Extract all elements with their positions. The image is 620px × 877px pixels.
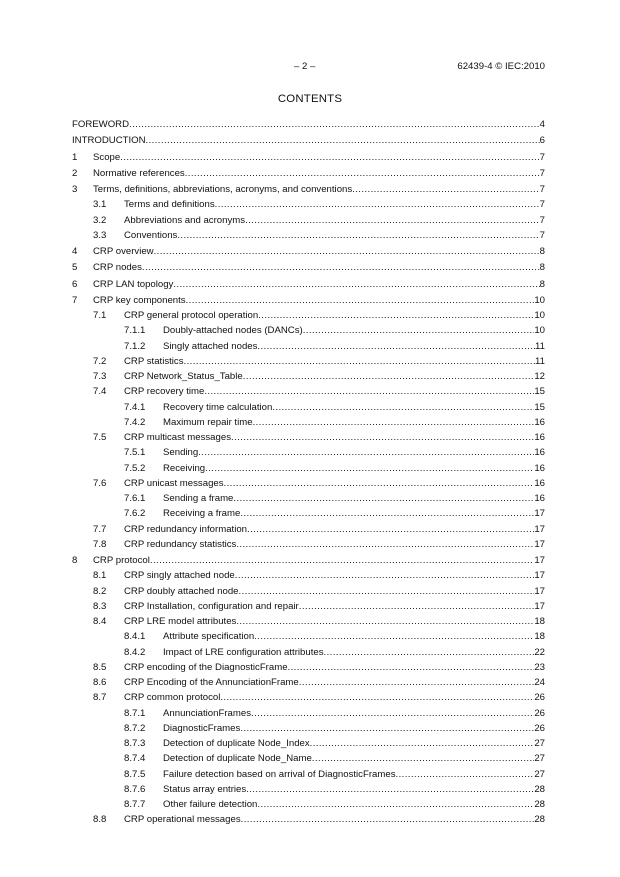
toc-entry-title[interactable]: INTRODUCTION: [72, 133, 146, 148]
toc-entry-page: 17: [534, 506, 545, 521]
toc-entry-title[interactable]: Terms, definitions, abbreviations, acronyms, and conventions: [93, 182, 352, 197]
toc-entry[interactable]: [72, 150, 545, 165]
toc-entry-line: [93, 553, 545, 568]
toc-entry-page: 26: [534, 690, 545, 705]
toc-entry-title[interactable]: Other failure detection: [163, 797, 257, 812]
toc-entry[interactable]: [72, 767, 545, 782]
toc-entry-title[interactable]: Terms and definitions: [124, 197, 215, 212]
toc-entry-line: [124, 369, 545, 384]
toc-entry[interactable]: [72, 182, 545, 197]
toc-entry-title[interactable]: CRP doubly attached node: [124, 584, 239, 599]
toc-entry[interactable]: [72, 614, 545, 629]
dot-leader: [198, 445, 534, 460]
dot-leader: [396, 767, 535, 782]
toc-entry[interactable]: [72, 584, 545, 599]
toc-entry-page: 27: [534, 767, 545, 782]
toc-entry-line: [93, 150, 545, 165]
toc-entry-page: 7: [540, 150, 545, 165]
toc-entry-line: [163, 339, 545, 354]
toc-entry-number: 6: [72, 278, 78, 290]
toc-entry[interactable]: [72, 706, 545, 721]
toc-entry-line: [72, 117, 545, 132]
toc-entry-page: 4: [540, 117, 545, 132]
toc-entry[interactable]: [72, 228, 545, 243]
toc-entry[interactable]: [72, 797, 545, 812]
toc-entry-page: 7: [540, 228, 545, 243]
toc-entry-title[interactable]: Detection of duplicate Node_Name: [163, 751, 312, 766]
toc-entry[interactable]: [72, 537, 545, 552]
toc-entry-page: 11: [535, 354, 545, 369]
toc-entry-number: 7.1: [93, 310, 107, 321]
toc-entry-page: 8: [540, 277, 545, 292]
toc-entry-number: 8.7: [93, 692, 107, 704]
toc-entry-line: [124, 354, 545, 369]
toc-entry[interactable]: [72, 736, 545, 751]
toc-entry-page: 17: [534, 537, 545, 552]
toc-entry-title[interactable]: CRP unicast messages: [124, 476, 224, 491]
toc-entry-page: 7: [540, 197, 545, 212]
toc-entry[interactable]: [72, 675, 545, 690]
toc-entry-line: [124, 384, 545, 399]
toc-entry[interactable]: [72, 244, 545, 259]
toc-entry-title[interactable]: Receiving: [163, 461, 205, 476]
toc-entry[interactable]: [72, 522, 545, 537]
toc-entry-page: 26: [534, 721, 545, 736]
toc-entry-title[interactable]: Doubly-attached nodes (DANCs): [163, 323, 303, 338]
toc-entry-page: 16: [534, 476, 545, 491]
dot-leader: [205, 461, 534, 476]
dot-leader: [185, 166, 540, 181]
toc-entry-page: 17: [534, 553, 545, 568]
toc-entry[interactable]: [72, 308, 545, 323]
toc-entry-page: 18: [534, 629, 545, 644]
dot-leader: [177, 228, 539, 243]
toc-entry-line: [163, 645, 545, 660]
toc-entry-title[interactable]: Scope: [93, 150, 120, 165]
toc-entry-line: [124, 522, 545, 537]
dot-leader: [288, 660, 535, 675]
toc-entry-line: [163, 782, 545, 797]
toc-entry[interactable]: [72, 553, 545, 568]
toc-entry-line: [124, 537, 545, 552]
toc-entry-line: [163, 706, 545, 721]
toc-entry-title[interactable]: CRP LAN topology: [93, 277, 173, 292]
toc-entry[interactable]: [72, 751, 545, 766]
toc-entry-line: [124, 228, 545, 243]
toc-entry-line: [124, 584, 545, 599]
dot-leader: [245, 213, 540, 228]
toc-entry[interactable]: [72, 277, 545, 292]
toc-entry[interactable]: [72, 400, 545, 415]
toc-entry-title[interactable]: Maximum repair time: [163, 415, 253, 430]
toc-entry-line: [124, 614, 545, 629]
toc-entry-number: 8.8: [93, 814, 107, 826]
dot-leader: [231, 430, 534, 445]
toc-entry-line: [124, 476, 545, 491]
dot-leader: [241, 812, 535, 827]
toc-entry-number: 7.4.2: [124, 416, 146, 428]
toc-entry-page: 11: [535, 339, 545, 354]
dot-leader: [236, 614, 534, 629]
toc-entry-line: [163, 415, 545, 430]
toc-entry-number: 8.7.4: [124, 753, 146, 765]
toc-entry-line: [124, 812, 545, 827]
toc-entry[interactable]: [72, 384, 545, 399]
toc-entry[interactable]: [72, 476, 545, 491]
toc-entry-page: 28: [534, 797, 545, 812]
toc-entry-page: 28: [534, 782, 545, 797]
dot-leader: [129, 117, 540, 132]
toc-entry-page: 17: [534, 599, 545, 614]
toc-entry-page: 15: [534, 384, 545, 399]
toc-entry-number: 7.6.2: [124, 508, 146, 520]
contents-title: CONTENTS: [277, 93, 343, 105]
toc-entry-number: 8.7.3: [124, 738, 146, 749]
toc-entry-page: 17: [534, 522, 545, 537]
dot-leader: [142, 260, 540, 275]
toc-entry[interactable]: [72, 293, 545, 308]
toc-entry-number: 4: [72, 246, 78, 257]
toc-entry-number: 8.2: [93, 585, 107, 597]
dot-leader: [310, 736, 535, 751]
toc-entry-line: [124, 675, 545, 690]
toc-entry-page: 17: [534, 568, 545, 583]
toc-entry-title[interactable]: CRP operational messages: [124, 812, 241, 827]
toc-entry[interactable]: [72, 323, 545, 338]
dot-leader: [236, 537, 534, 552]
toc-entry-line: [163, 323, 545, 338]
toc-entry-title[interactable]: CRP general protocol operation: [124, 308, 258, 323]
toc-entry-number: 3.2: [93, 214, 107, 226]
toc-entry-line: [124, 660, 545, 675]
dot-leader: [257, 797, 534, 812]
toc-entry[interactable]: [72, 415, 545, 430]
dot-leader: [247, 522, 534, 537]
toc-entry-number: 8.4.1: [124, 631, 146, 643]
toc-entry-page: 7: [540, 182, 545, 197]
toc-entry-title[interactable]: CRP common protocol: [124, 690, 220, 705]
dot-leader: [299, 675, 535, 690]
toc-entry-number: 8.1: [93, 570, 107, 582]
toc-entry-title[interactable]: CRP recovery time: [124, 384, 204, 399]
table-of-contents: [72, 117, 545, 828]
toc-entry-page: 28: [534, 812, 545, 827]
toc-entry-title[interactable]: CRP Installation, configuration and repair: [124, 599, 299, 614]
toc-entry-title[interactable]: CRP multicast messages: [124, 430, 231, 445]
toc-entry-title[interactable]: FOREWORD: [72, 117, 129, 132]
toc-entry-title[interactable]: Status array entries: [163, 782, 246, 797]
toc-entry-title[interactable]: Receiving a frame: [163, 506, 240, 521]
toc-entry[interactable]: [72, 782, 545, 797]
toc-entry-title[interactable]: CRP encoding of the DiagnosticFrame: [124, 660, 288, 675]
toc-entry-line: [163, 797, 545, 812]
dot-leader: [220, 690, 534, 705]
toc-entry-line: [163, 461, 545, 476]
toc-entry-line: [93, 260, 545, 275]
toc-entry-title[interactable]: Abbreviations and acronyms: [124, 213, 245, 228]
dot-leader: [186, 293, 535, 308]
toc-entry-line: [163, 506, 545, 521]
toc-entry[interactable]: [72, 812, 545, 827]
dot-leader: [173, 277, 539, 292]
dot-leader: [224, 476, 535, 491]
toc-entry-page: 8: [540, 260, 545, 275]
toc-entry-title[interactable]: CRP redundancy statistics: [124, 537, 236, 552]
toc-entry-line: [163, 721, 545, 736]
toc-entry-title[interactable]: CRP LRE model attributes: [124, 614, 236, 629]
toc-entry[interactable]: [72, 491, 545, 506]
toc-entry-title[interactable]: Impact of LRE configuration attributes: [163, 645, 324, 660]
toc-entry-line: [124, 213, 545, 228]
toc-entry-number: 7.6.1: [124, 493, 146, 504]
toc-entry-number: 7.6: [93, 477, 107, 489]
toc-entry-page: 8: [540, 244, 545, 259]
toc-entry[interactable]: [72, 461, 545, 476]
toc-entry-line: [124, 308, 545, 323]
toc-entry-title[interactable]: CRP Network_Status_Table: [124, 369, 243, 384]
toc-entry[interactable]: [72, 690, 545, 705]
dot-leader: [239, 584, 535, 599]
toc-entry-page: 17: [534, 584, 545, 599]
dot-leader: [146, 133, 540, 148]
dot-leader: [312, 751, 535, 766]
dot-leader: [120, 150, 539, 165]
toc-entry[interactable]: [72, 445, 545, 460]
toc-entry-page: 27: [534, 751, 545, 766]
toc-entry[interactable]: [72, 369, 545, 384]
toc-entry[interactable]: [72, 197, 545, 212]
toc-entry-title[interactable]: AnnunciationFrames: [163, 706, 251, 721]
dot-leader: [215, 197, 540, 212]
toc-entry-number: 7.5: [93, 432, 107, 443]
toc-entry[interactable]: [72, 506, 545, 521]
dot-leader: [253, 415, 535, 430]
page-number: – 2 –: [294, 61, 316, 72]
dot-leader: [251, 706, 534, 721]
dot-leader: [303, 323, 535, 338]
toc-entry-page: 26: [534, 706, 545, 721]
toc-entry-line: [163, 751, 545, 766]
toc-entry[interactable]: [72, 339, 545, 354]
toc-entry-page: 12: [534, 369, 545, 384]
toc-entry[interactable]: [72, 660, 545, 675]
dot-leader: [254, 629, 534, 644]
toc-entry-line: [93, 182, 545, 197]
dot-leader: [150, 553, 534, 568]
dot-leader: [235, 568, 535, 583]
toc-entry-title[interactable]: CRP redundancy information: [124, 522, 247, 537]
toc-entry-line: [93, 166, 545, 181]
toc-entry[interactable]: [72, 430, 545, 445]
toc-entry-title[interactable]: Recovery time calculation: [163, 400, 272, 415]
toc-entry-line: [124, 599, 545, 614]
dot-leader: [240, 721, 534, 736]
toc-entry-number: 3.3: [93, 229, 107, 241]
dot-leader: [204, 384, 534, 399]
toc-entry-number: 7.2: [93, 355, 107, 367]
toc-entry-title[interactable]: Singly attached nodes: [163, 339, 257, 354]
toc-entry-line: [124, 197, 545, 212]
toc-entry-page: 18: [534, 614, 545, 629]
toc-entry-number: 7.1.2: [124, 340, 146, 352]
toc-entry-line: [93, 277, 545, 292]
toc-entry-number: 7: [72, 294, 78, 306]
toc-entry-line: [163, 491, 545, 506]
toc-entry-title[interactable]: Sending a frame: [163, 491, 233, 506]
toc-entry-page: 23: [534, 660, 545, 675]
toc-entry[interactable]: [72, 629, 545, 644]
toc-entry-number: 7.5.2: [124, 462, 146, 474]
toc-entry-number: 5: [72, 262, 78, 274]
toc-entry-line: [124, 430, 545, 445]
toc-entry[interactable]: [72, 260, 545, 275]
standard-identifier: 62439-4 © IEC:2010: [457, 61, 545, 72]
toc-entry-page: 15: [534, 400, 545, 415]
toc-entry-number: 7.3: [93, 371, 107, 382]
toc-entry-title[interactable]: Conventions: [124, 228, 177, 243]
toc-entry-number: 7.1.1: [124, 325, 146, 337]
toc-entry[interactable]: [72, 354, 545, 369]
toc-entry-page: 16: [534, 491, 545, 506]
dot-leader: [154, 244, 540, 259]
toc-entry-page: 10: [534, 308, 545, 323]
dot-leader: [246, 782, 534, 797]
toc-entry[interactable]: [72, 133, 545, 148]
toc-entry-number: 2: [72, 167, 78, 179]
toc-entry-line: [93, 293, 545, 308]
toc-entry-number: 8.3: [93, 600, 107, 612]
toc-entry-number: 7.4.1: [124, 401, 146, 413]
toc-entry-page: 10: [534, 323, 545, 338]
toc-entry[interactable]: [72, 721, 545, 736]
toc-entry-number: 3: [72, 184, 78, 195]
toc-entry-title[interactable]: CRP statistics: [124, 354, 184, 369]
toc-entry-page: 22: [534, 645, 545, 660]
toc-entry-title[interactable]: Normative references: [93, 166, 185, 181]
toc-entry-line: [163, 736, 545, 751]
dot-leader: [299, 599, 535, 614]
toc-entry-page: 6: [540, 133, 545, 148]
toc-entry-number: 7.5.1: [124, 447, 146, 459]
toc-entry-page: 24: [534, 675, 545, 690]
toc-entry[interactable]: [72, 117, 545, 132]
toc-entry-number: 7.4: [93, 386, 107, 398]
toc-entry[interactable]: [72, 599, 545, 614]
toc-entry-title[interactable]: CRP nodes: [93, 260, 142, 275]
toc-entry-number: 1: [72, 151, 78, 163]
toc-entry-line: [124, 568, 545, 583]
toc-entry-number: 8.7.6: [124, 783, 146, 795]
dot-leader: [272, 400, 534, 415]
toc-entry-title[interactable]: Detection of duplicate Node_Index: [163, 736, 310, 751]
toc-entry-number: 8.6: [93, 677, 107, 688]
toc-entry-number: 8.4.2: [124, 646, 146, 658]
toc-entry-page: 16: [534, 461, 545, 476]
dot-leader: [243, 369, 535, 384]
dot-leader: [258, 308, 534, 323]
toc-entry-page: 16: [534, 415, 545, 430]
toc-entry-title[interactable]: CRP protocol: [93, 553, 150, 568]
toc-entry-title[interactable]: CRP Encoding of the AnnunciationFrame: [124, 675, 299, 690]
toc-entry-line: [163, 445, 545, 460]
toc-entry-number: 7.7: [93, 523, 107, 535]
dot-leader: [240, 506, 534, 521]
toc-entry-title[interactable]: Failure detection based on arrival of DiagnosticFrames: [163, 767, 396, 782]
toc-entry[interactable]: [72, 213, 545, 228]
toc-entry-number: 8.7.2: [124, 722, 146, 734]
toc-entry-number: 7.8: [93, 538, 107, 550]
toc-entry-number: 3.1: [93, 199, 107, 211]
dot-leader: [233, 491, 534, 506]
toc-entry-number: 8.7.7: [124, 799, 146, 810]
toc-entry-title[interactable]: DiagnosticFrames: [163, 721, 240, 736]
dot-leader: [184, 354, 536, 369]
toc-entry-page: 7: [540, 166, 545, 181]
toc-entry-title[interactable]: CRP key components: [93, 293, 186, 308]
toc-entry-page: 27: [534, 736, 545, 751]
toc-entry-line: [93, 244, 545, 259]
toc-entry-page: 16: [534, 445, 545, 460]
toc-entry-line: [163, 767, 545, 782]
toc-entry-number: 8.7.1: [124, 707, 146, 719]
toc-entry-title[interactable]: CRP overview: [93, 244, 154, 259]
dot-leader: [324, 645, 535, 660]
toc-entry-number: 8.7.5: [124, 768, 146, 780]
toc-entry-title[interactable]: Attribute specification: [163, 629, 254, 644]
toc-entry-line: [163, 400, 545, 415]
toc-entry-line: [72, 133, 545, 148]
toc-entry-title[interactable]: CRP singly attached node: [124, 568, 235, 583]
toc-entry-page: 7: [540, 213, 545, 228]
page-header: [0, 61, 620, 75]
toc-entry[interactable]: [72, 645, 545, 660]
toc-entry-number: 8: [72, 555, 78, 566]
toc-entry-number: 8.4: [93, 616, 107, 627]
dot-leader: [257, 339, 535, 354]
toc-entry[interactable]: [72, 166, 545, 181]
toc-entry-line: [124, 690, 545, 705]
toc-entry-page: 10: [534, 293, 545, 308]
toc-entry[interactable]: [72, 568, 545, 583]
dot-leader: [352, 182, 539, 197]
toc-entry-title[interactable]: Sending: [163, 445, 198, 460]
toc-entry-line: [163, 629, 545, 644]
toc-entry-page: 16: [534, 430, 545, 445]
toc-entry-number: 8.5: [93, 661, 107, 673]
